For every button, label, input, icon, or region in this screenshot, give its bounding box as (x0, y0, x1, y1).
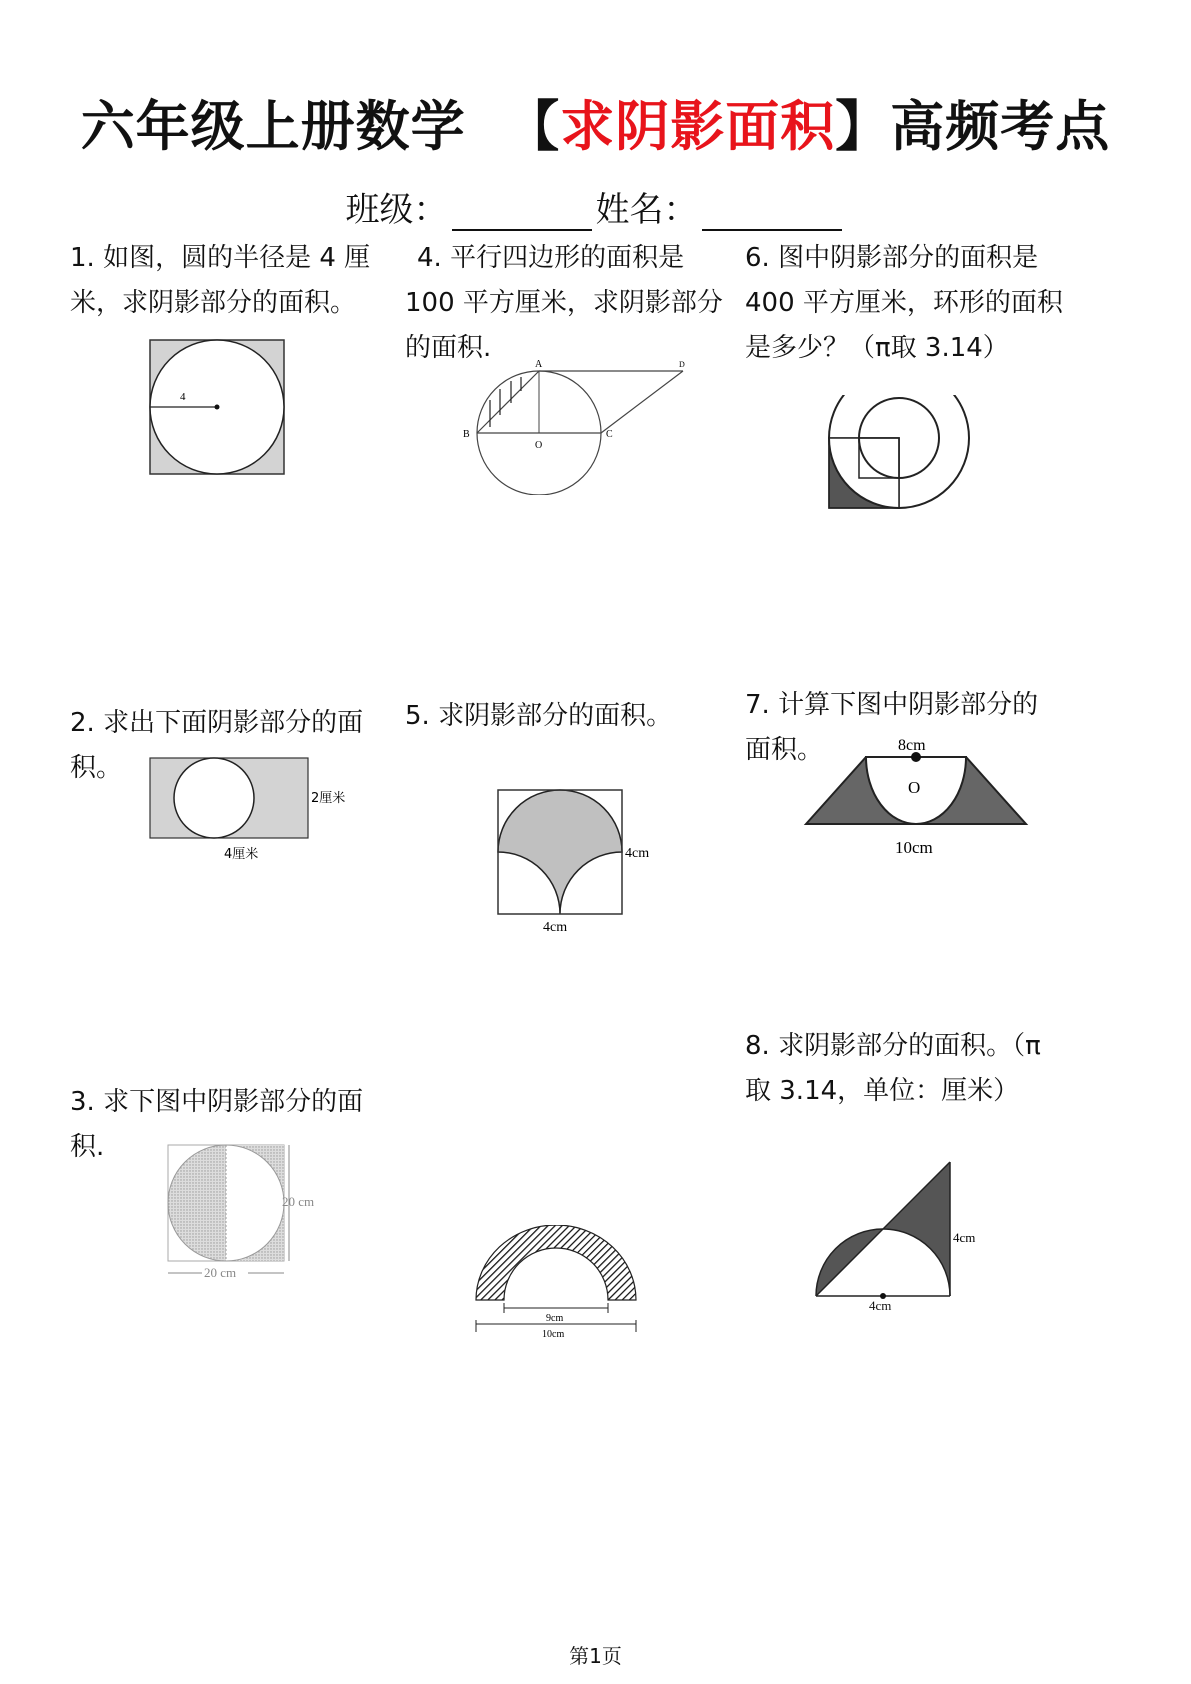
q5b-dimension (470, 1320, 645, 1340)
question-1 (70, 236, 370, 326)
svg-text:20 cm: 20 cm (204, 1265, 237, 1280)
q2-line1: 2. 求出下面阴影部分的面 (70, 708, 364, 738)
question-4 (405, 236, 723, 371)
q1-line1: 1. 如图，圆的半径是 4 厘 (70, 243, 371, 273)
page-title (0, 84, 1191, 161)
svg-text:10cm: 10cm (542, 1329, 565, 1340)
question-6 (745, 236, 1063, 371)
bracket-close: 】 (835, 95, 891, 158)
q6-line1: 6. 图中阴影部分的面积是 (745, 243, 1039, 273)
q6-line2: 400 平方厘米，环形的面积 (745, 288, 1063, 318)
q6-line3: 是多少？（π取 3.14） (745, 333, 1009, 363)
page-number: 第1页 (569, 1644, 622, 1668)
svg-text:D: D (679, 360, 685, 369)
q1-line2: 米，求阴影部分的面积。 (70, 288, 357, 318)
q3-line1: 3. 求下图中阴影部分的面 (70, 1087, 364, 1117)
svg-text:C: C (606, 429, 613, 440)
q5-figure (495, 788, 665, 933)
q4-figure (455, 355, 695, 495)
svg-text:O: O (535, 440, 543, 451)
svg-text:O: O (908, 778, 921, 797)
q4-line1: 4. 平行四边形的面积是 (417, 243, 685, 273)
q1-figure (148, 338, 288, 478)
q6-figure (820, 395, 980, 520)
svg-text:4厘米: 4厘米 (224, 847, 259, 862)
svg-text:10cm: 10cm (895, 838, 933, 857)
svg-text:4cm: 4cm (543, 920, 568, 933)
q8-line1: 8. 求阴影部分的面积。（π (745, 1031, 1041, 1061)
q3-figure (162, 1140, 337, 1285)
q2-figure (148, 755, 358, 865)
title-right: 高频考点 (890, 95, 1111, 158)
class-label: 班级： (345, 190, 448, 230)
svg-text:2厘米: 2厘米 (311, 791, 346, 806)
q8-line2: 取 3.14，单位：厘米） (745, 1076, 1020, 1106)
svg-text:B: B (463, 429, 470, 440)
student-info (0, 182, 1191, 231)
q5-line1: 5. 求阴影部分的面积。 (405, 701, 673, 731)
svg-text:A: A (535, 359, 543, 370)
svg-text:4: 4 (180, 391, 186, 403)
title-highlight: 求阴影面积 (560, 95, 836, 158)
svg-text:9cm: 9cm (546, 1313, 564, 1324)
q5b-figure (470, 1225, 645, 1325)
q8-figure (810, 1150, 990, 1300)
q2-line2: 积。 (70, 753, 123, 783)
question-5 (405, 694, 672, 739)
name-blank[interactable] (702, 199, 842, 231)
q4-line3: 的面积. (405, 333, 492, 363)
q7-line2: 面积。 (745, 735, 824, 765)
name-label: 姓名： (595, 190, 698, 230)
svg-text:4cm: 4cm (953, 1230, 976, 1245)
svg-text:4cm: 4cm (625, 846, 650, 861)
q7-line1: 7. 计算下图中阴影部分的 (745, 690, 1039, 720)
q7-figure (800, 730, 1040, 870)
svg-text:8cm: 8cm (898, 737, 926, 754)
q3-line2: 积. (70, 1132, 105, 1162)
question-8 (745, 1024, 1041, 1114)
q4-line2: 100 平方厘米，求阴影部分 (405, 288, 723, 318)
bracket-open: 【 (505, 95, 561, 158)
svg-text:20 cm: 20 cm (282, 1194, 315, 1209)
class-blank[interactable] (452, 199, 592, 231)
q8-bottom-label: 4cm (869, 1298, 892, 1313)
title-left: 六年级上册数学 (80, 95, 466, 158)
